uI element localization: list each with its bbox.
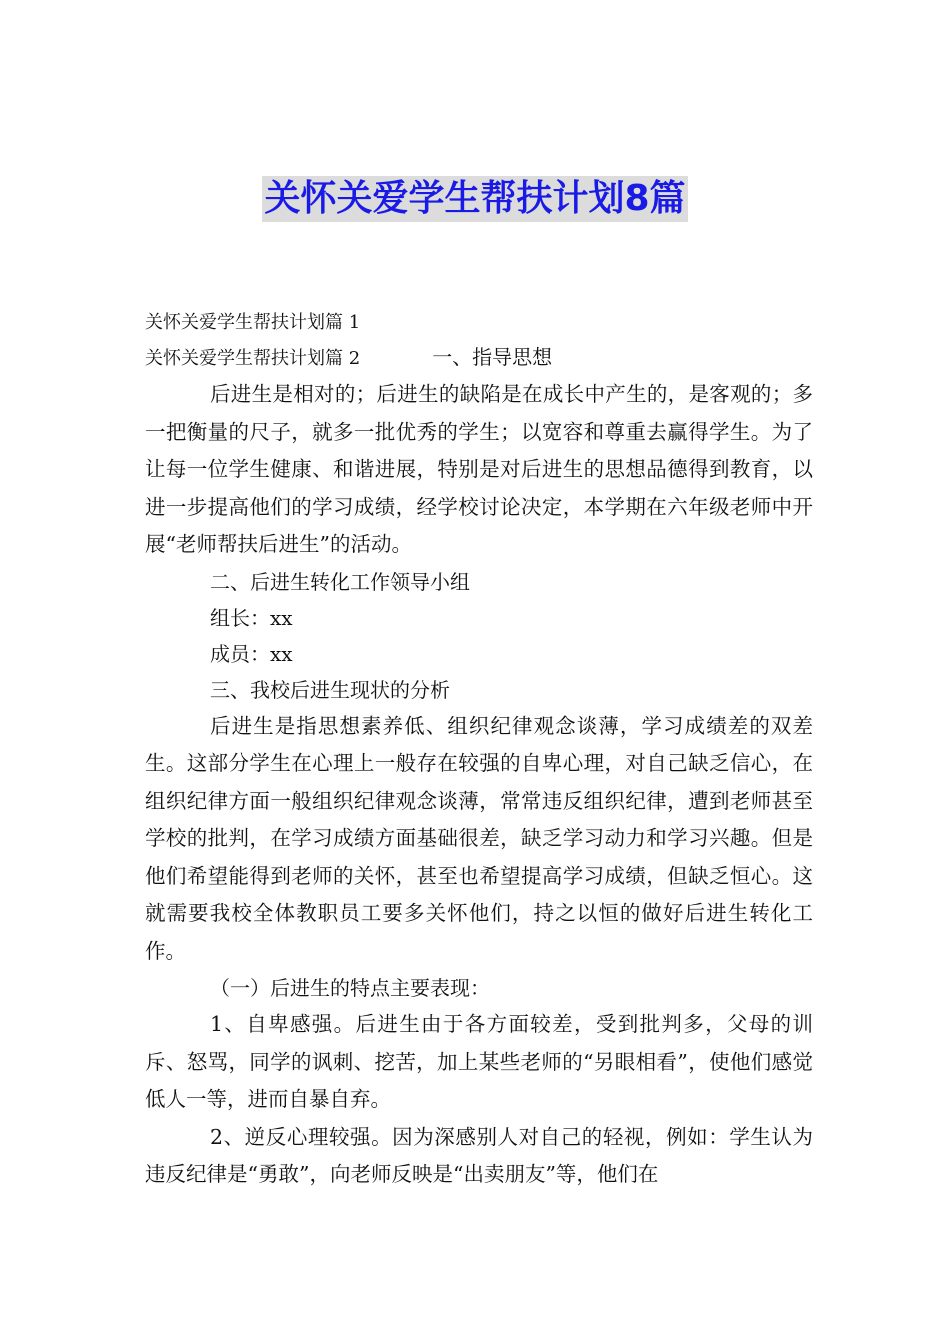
- paragraph-status-analysis: 后进生是指思想素养低、组织纪律观念谈薄，学习成绩差的双差生。这部分学生在心理上一般存在较强的自卑心理，对自己缺乏信心，在组织纪律方面一般组织纪律观念谈薄，常常违反组织纪律，遭到老师甚至学校的批判，在学习成绩方面基础很差，缺乏学习动力和学习兴趣。但是他们希望能得到老师的关怀，甚至也希望提高学习成绩，但缺乏恒心。这就需要我校全体教职员工要多关怀他们，持之以恒的做好后进生转化工作。: [145, 713, 813, 963]
- title-container: [0, 176, 950, 222]
- toc-item-2: 关怀关爱学生帮扶计划篇 2: [145, 348, 361, 369]
- group-leader: 组长：xx: [210, 605, 293, 630]
- toc-item-1: 关怀关爱学生帮扶计划篇 1: [145, 312, 361, 333]
- list-item-1: 1、自卑感强。后进生由于各方面较差，受到批判多，父母的训斥、怒骂，同学的讽刺、挖苦，加上某些老师的“另眼相看”，使他们感觉低人一等，进而自暴自弃。: [145, 1012, 813, 1111]
- section-heading-3: 三、我校后进生现状的分析: [210, 677, 450, 702]
- list-item-2: 2、逆反心理较强。因为深感别人对自己的轻视，例如：学生认为违反纪律是“勇敢”，向老师反映是“出卖朋友”等，他们在: [145, 1124, 813, 1186]
- section-heading-1: 一、指导思想: [432, 345, 553, 369]
- document-title: 关怀关爱学生帮扶计划8篇: [262, 176, 687, 222]
- document-body: [145, 306, 813, 1194]
- group-members: 成员：xx: [210, 641, 293, 666]
- section-heading-2: 二、后进生转化工作领导小组: [210, 569, 470, 594]
- toc-item-2-row: [145, 340, 813, 376]
- paragraph-guiding-idea: 后进生是相对的；后进生的缺陷是在成长中产生的，是客观的；多一把衡量的尺子，就多一批优秀的学生；以宽容和尊重去赢得学生。为了让每一位学生健康、和谐进展，特别是对后进生的思想品德得到教育，以进一步提高他们的学习成绩，经学校讨论决定，本学期在六年级老师中开展“老师帮扶后进生”的活动。: [145, 382, 813, 556]
- subheading-characteristics: （一）后进生的特点主要表现：: [210, 976, 490, 1000]
